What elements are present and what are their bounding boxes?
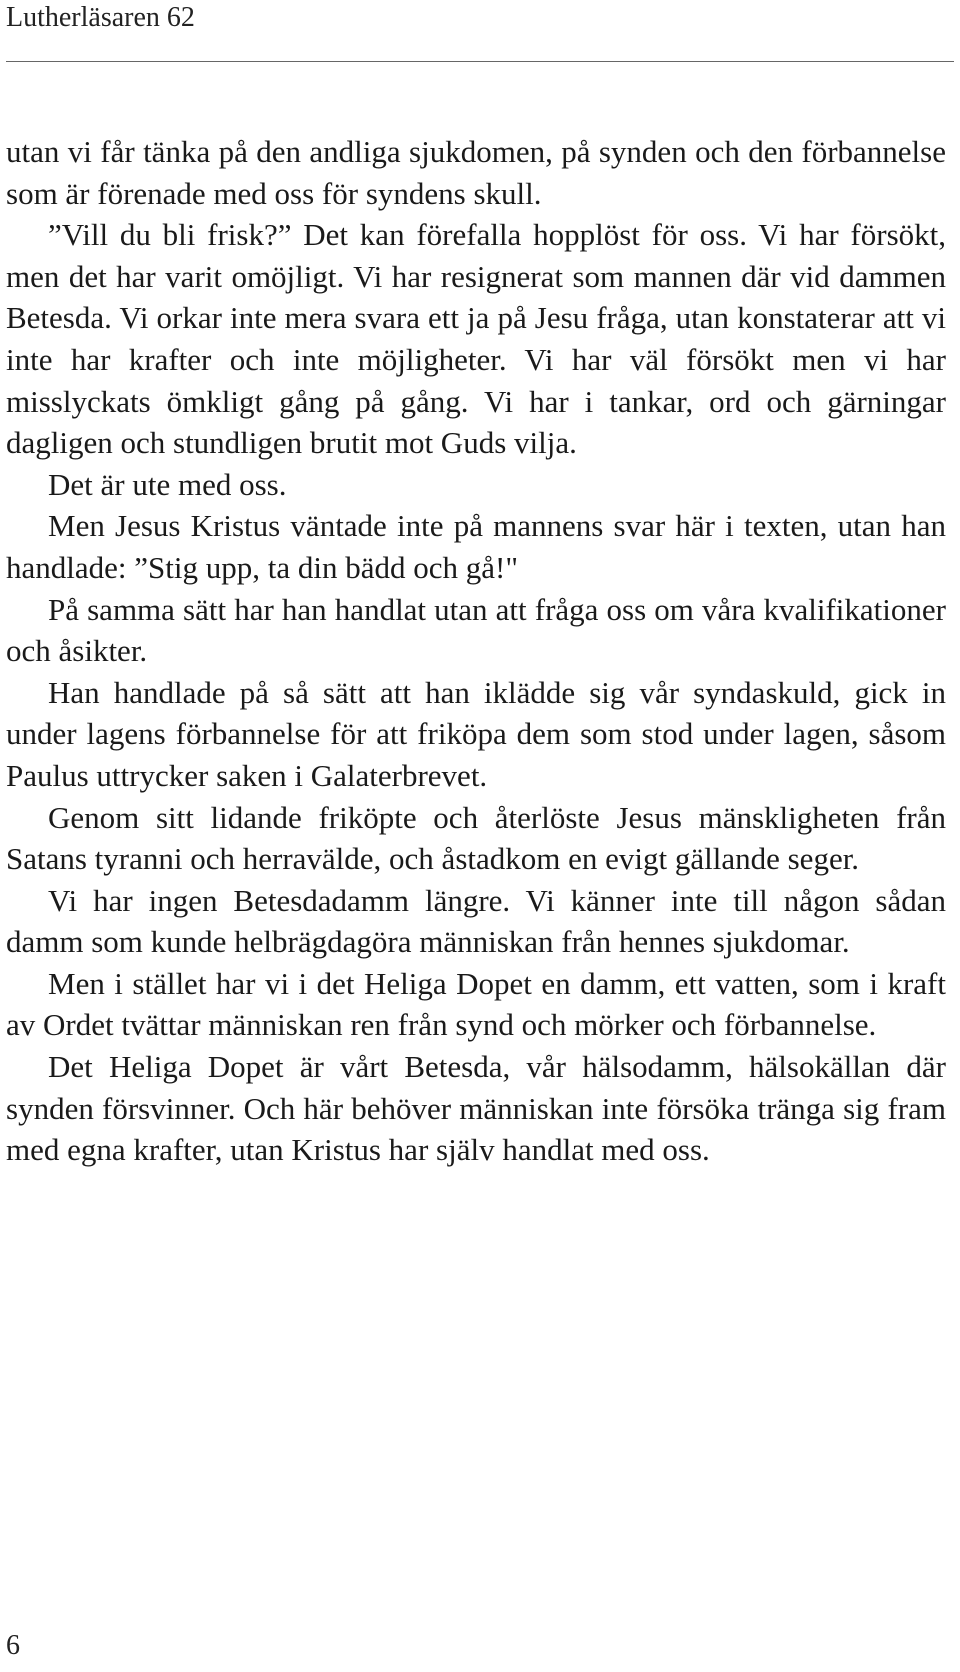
paragraph-6: Han handlade på så sätt att han iklädde sig vår syndaskuld, gick in under lagens förbannelse för att friköpa dem som stod under lagen, såsom Paulus uttrycker saken i Galaterbrevet. <box>6 674 946 793</box>
paragraph-10: Det Heliga Dopet är vårt Betesda, vår hälsodamm, hälsokällan där synden försvinner. Och här behöver människan inte försöka tränga sig fram med egna krafter, utan Kristus har själv handlat med oss. <box>6 1049 946 1168</box>
running-title: Lutherläsaren 62 <box>6 2 195 33</box>
header-divider <box>6 61 954 62</box>
paragraph-5: På samma sätt har han handlat utan att fråga oss om våra kvalifikationer och åsikter. <box>6 591 946 669</box>
paragraph-1: utan vi får tänka på den andliga sjukdomen, på synden och den förbannelse som är förenade med oss för syndens skull. <box>6 134 946 211</box>
paragraph-2: ”Vill du bli frisk?” Det kan förefalla hopplöst för oss. Vi har försökt, men det har varit omöjligt. Vi har resignerat som mannen där vid dammen Betesda. Vi orkar inte mera svara ett ja på Jesu fråga, utan konstaterar att vi inte har krafter och inte möjligheter. Vi har väl försökt men vi har misslyckats ömkligt gång på gång. Vi har i tankar, ord och gärningar dagligen och stundligen brutit mot Guds vilja. <box>6 217 946 461</box>
paragraph-4: Men Jesus Kristus väntade inte på mannens svar här i texten, utan han handlade: ”Stig upp, ta din bädd och gå!" <box>6 508 946 585</box>
body-text <box>6 131 946 1171</box>
paragraph-3: Det är ute med oss. <box>48 466 287 502</box>
page-number: 6 <box>6 1630 20 1661</box>
paragraph-9: Men i stället har vi i det Heliga Dopet en damm, ett vatten, som i kraft av Ordet tvättar människan ren från synd och mörker och förbannelse. <box>6 965 946 1043</box>
paragraph-8: Vi har ingen Betesdadamm längre. Vi känner inte till någon sådan damm som kunde helbrägdagöra människan från hennes sjukdomar. <box>6 882 946 960</box>
page-header <box>6 0 956 36</box>
paragraph-7: Genom sitt lidande friköpte och återlöste Jesus mänskligheten från Satans tyranni och herravälde, och åstadkom en evigt gällande seger. <box>6 799 946 877</box>
